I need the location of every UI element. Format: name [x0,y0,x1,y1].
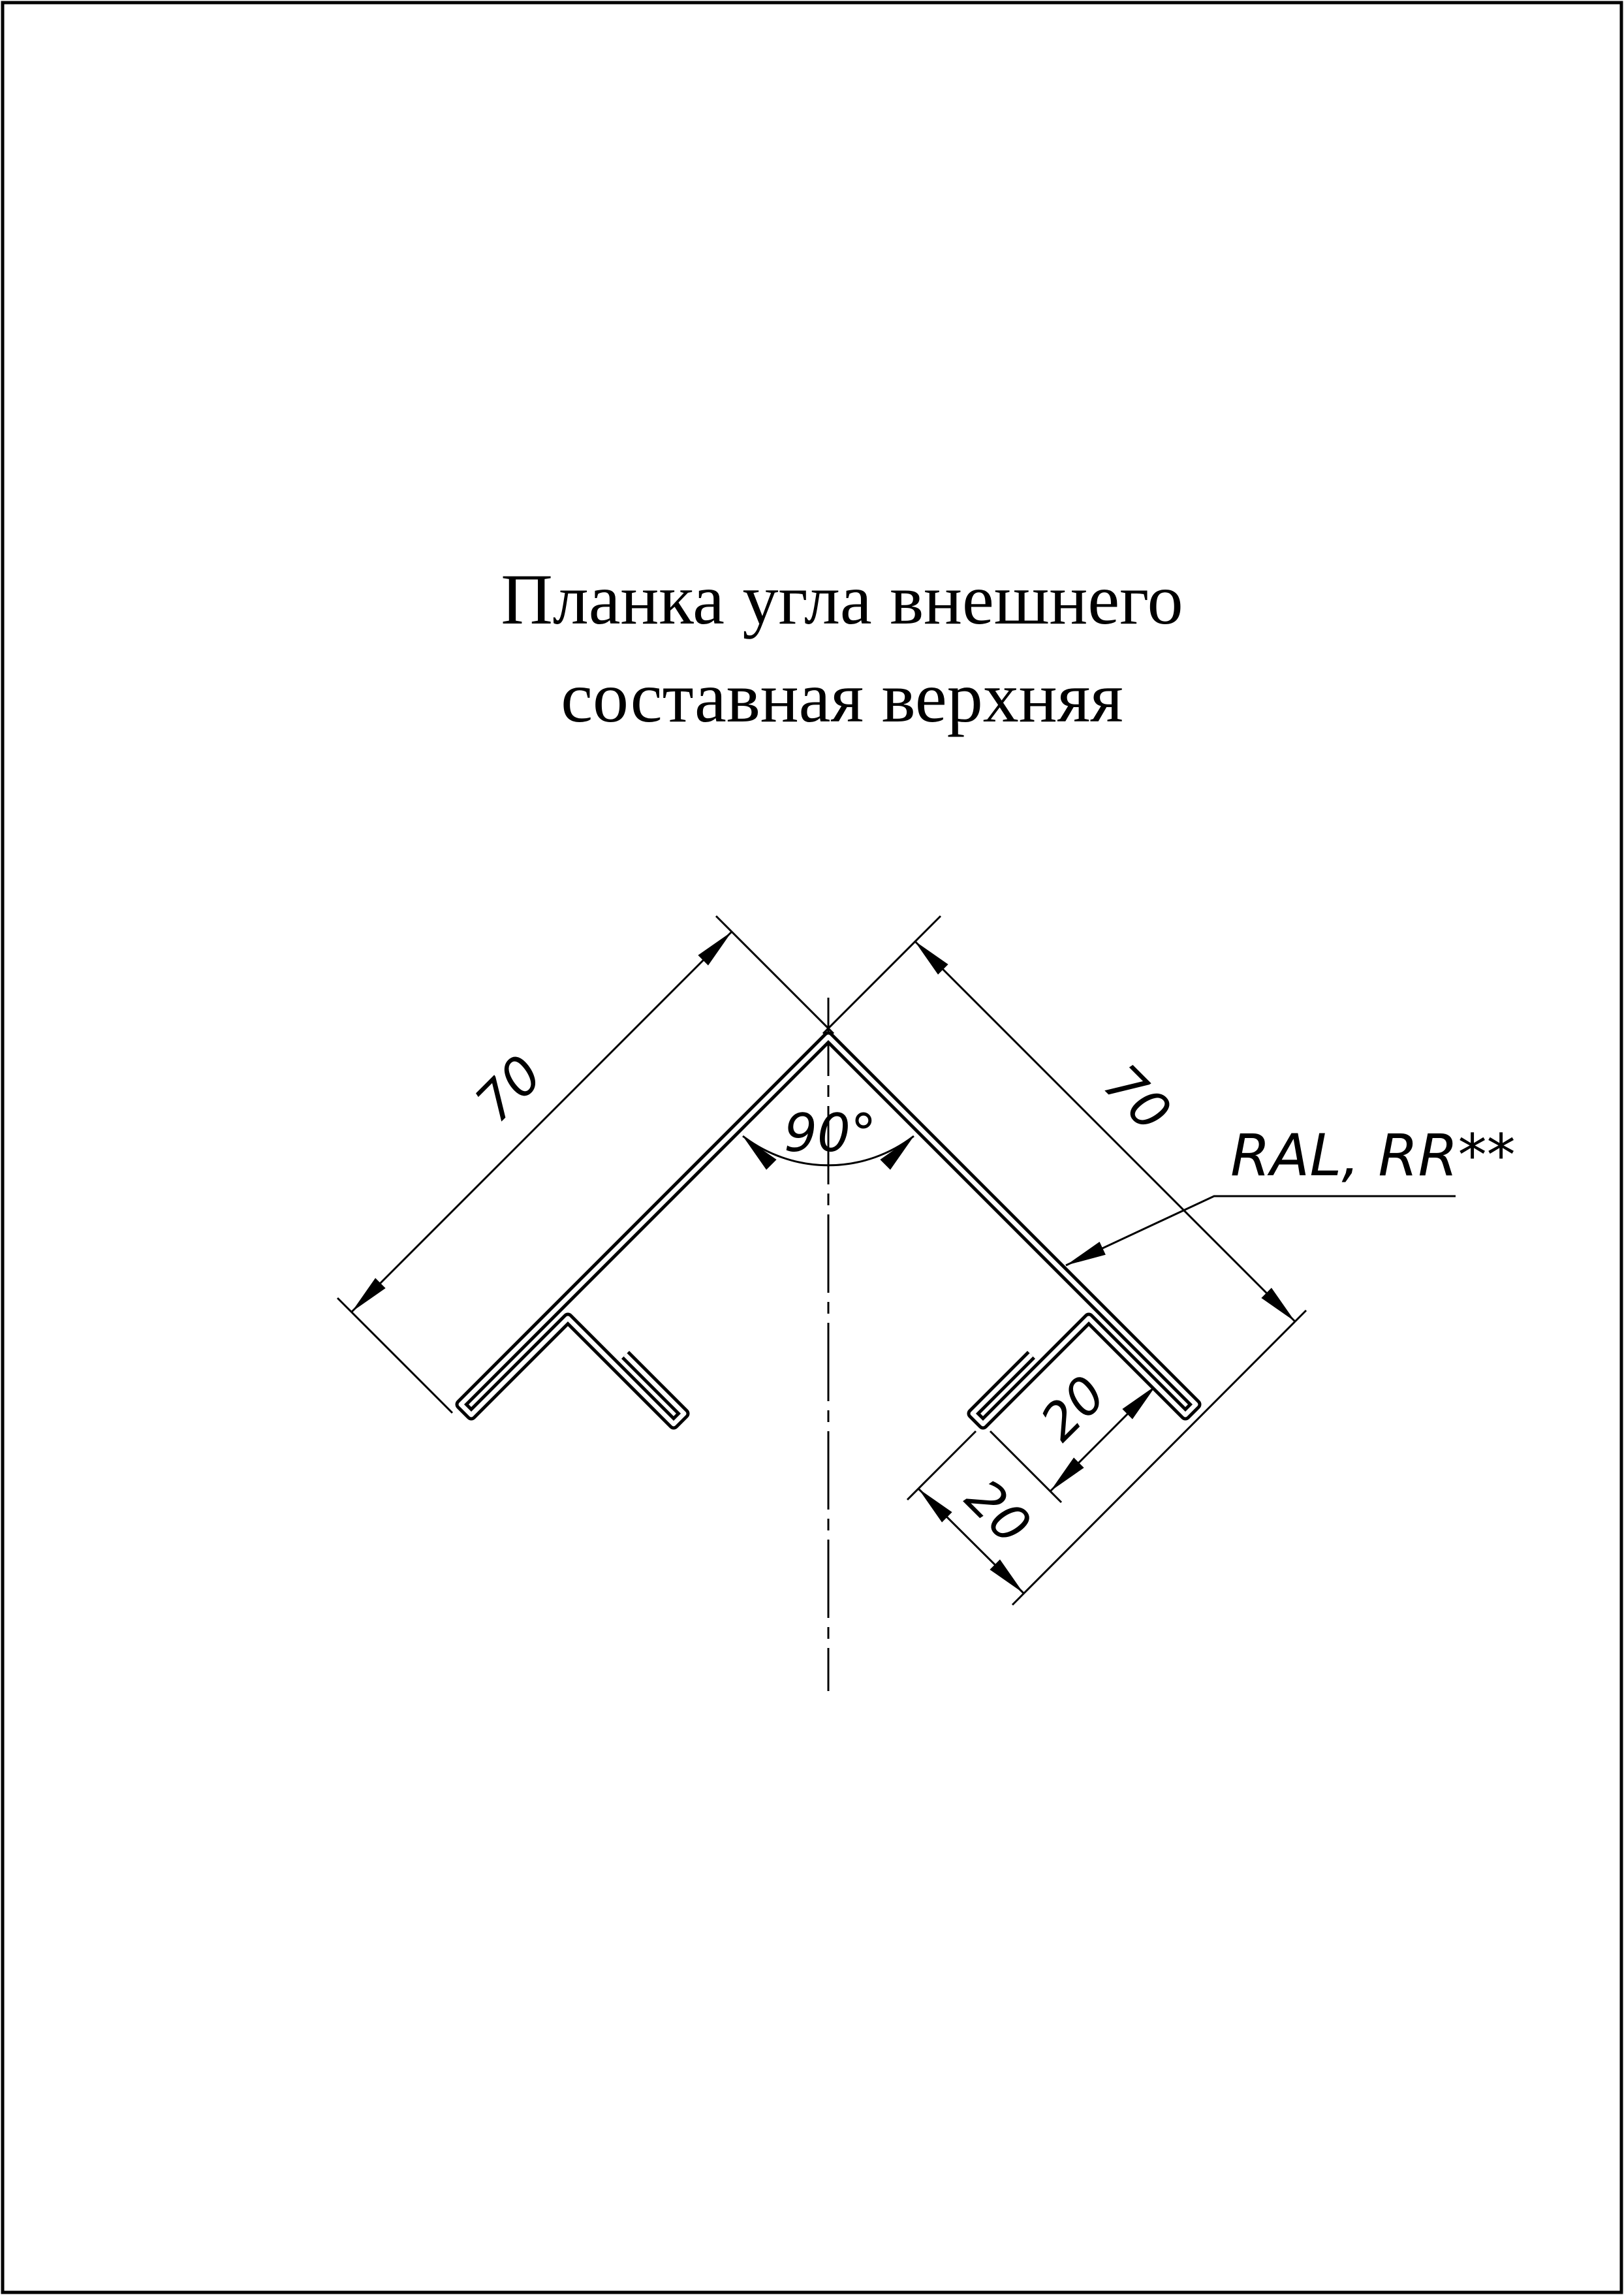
arrowhead-icon [1261,1288,1300,1326]
dimension-labels [464,1044,1516,1556]
arrowhead-icon [990,1559,1028,1598]
dimension-lines [337,916,1456,1691]
dim-left-leg-label: 70 [463,1043,554,1134]
arrowhead-icon [909,936,948,974]
extension-line-apex-left [716,916,834,1034]
dim-flange-length-label: 20 [1029,1365,1117,1453]
dim-right-leg-label: 70 [1092,1053,1183,1143]
title-line-1: Планка угла внешнего [501,560,1183,639]
angle-label: 90° [784,1103,877,1163]
extension-line-apex-right [823,916,941,1034]
arrowhead-icon [913,1483,952,1522]
dim-flange-offset-label: 20 [954,1468,1042,1556]
coating-leader-line [1066,1196,1456,1265]
arrowhead-icon [880,1131,918,1169]
coating-note-label: RAL, RR** [1230,1122,1516,1189]
extension-line-tip-lower [907,1431,976,1500]
arrowhead-icon [347,1278,385,1316]
dimension-arrowheads [347,926,1300,1598]
arrowhead-icon [738,1131,776,1169]
drawing-title [501,560,1183,737]
extension-line-left-end [337,1298,452,1413]
arrowhead-icon [698,926,736,965]
title-line-2: составная верхняя [561,657,1123,737]
dim-line-left-70 [352,932,732,1312]
arrowhead-icon [1063,1242,1105,1272]
arrowhead-icon [1045,1457,1084,1496]
